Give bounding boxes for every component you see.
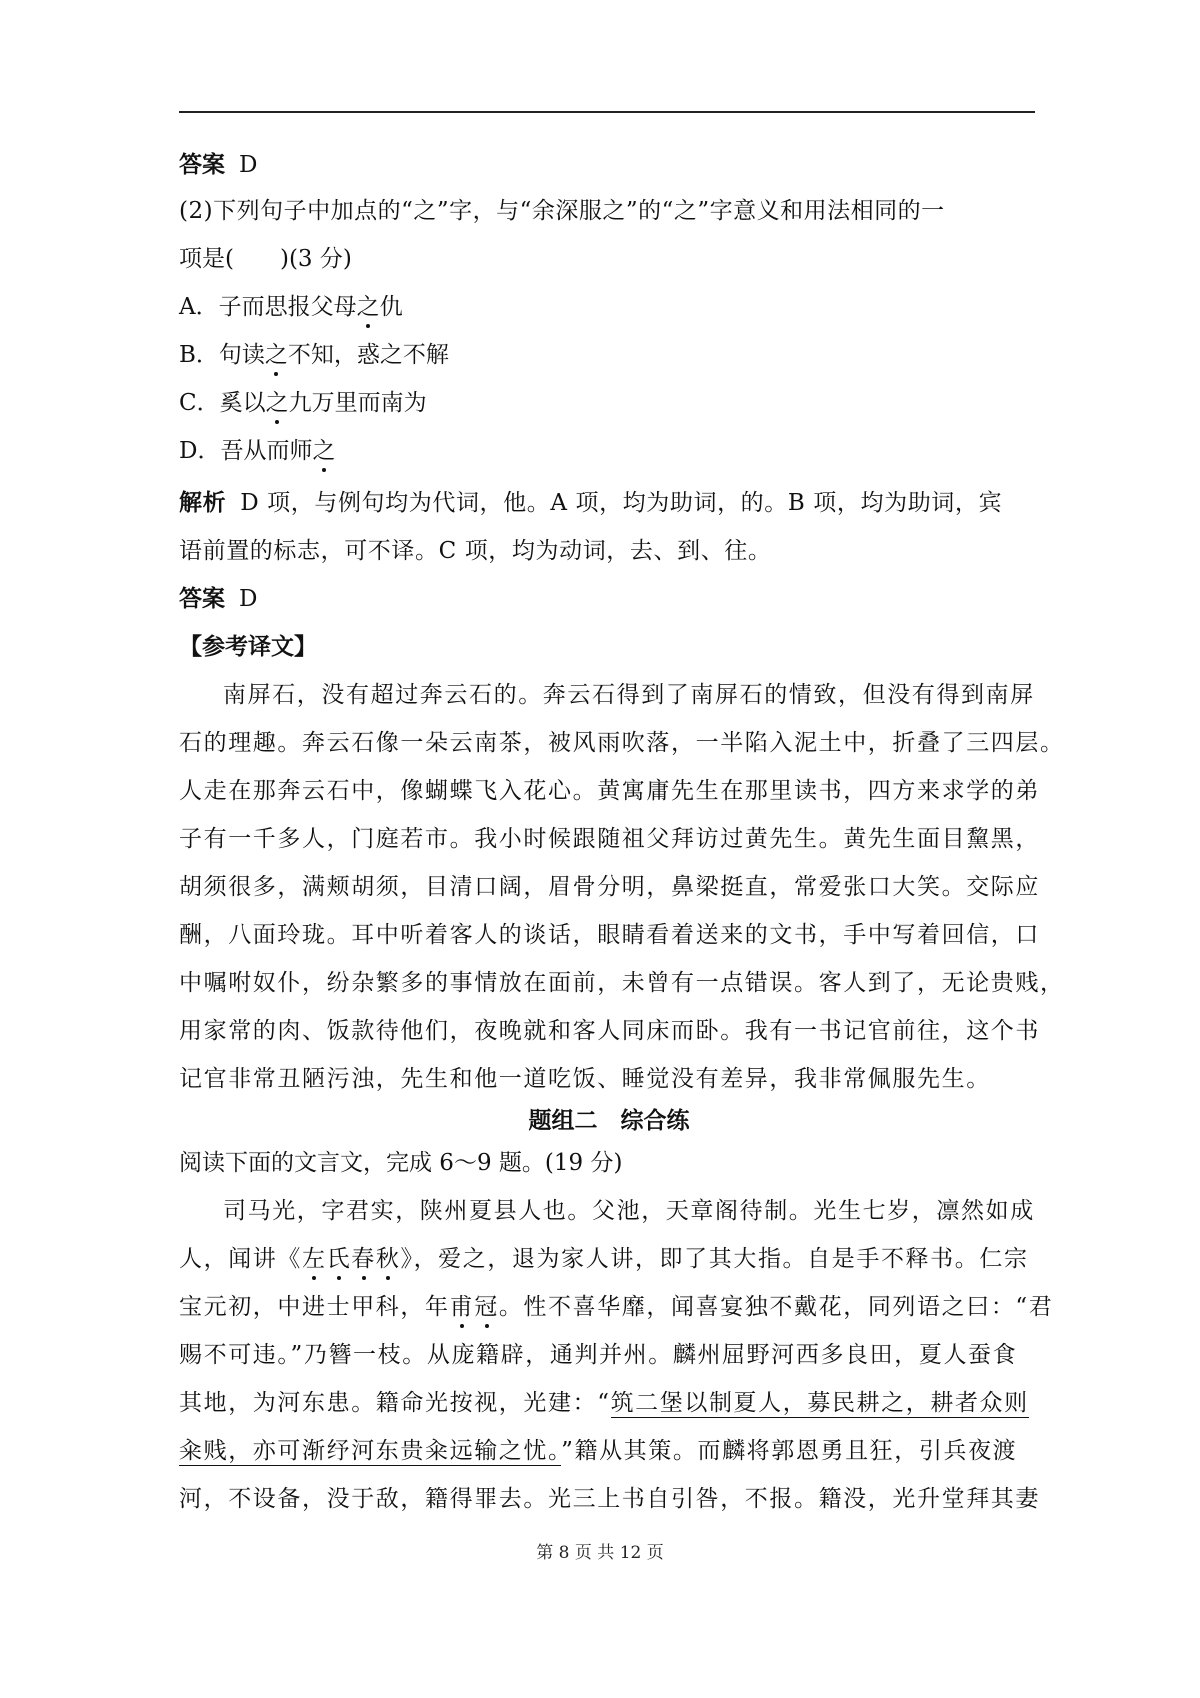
emphasis-dot-char: 之 xyxy=(265,390,289,416)
option-b: B．句读之不知，惑之不解 xyxy=(179,342,449,368)
q2-answer xyxy=(179,584,1039,614)
translation-line: 胡须很多，满颊胡须，目清口阔，眉骨分明，鼻梁挺直，常爱张口大笑。交际应 xyxy=(179,874,1040,900)
analysis-line1: 解析 D 项，与例句均为代词，他。A 项，均为助词，的。B 项，均为助词，宾 xyxy=(179,490,1003,516)
analysis-line2: 语前置的标志，可不译。C 项，均为动词，去、到、往。 xyxy=(179,538,772,564)
header-rule xyxy=(179,111,1035,113)
answer-label: 答案 xyxy=(179,152,225,178)
document-body xyxy=(179,150,1065,1532)
translation-line: 南屏石，没有超过奔云石的。奔云石得到了南屏石的情致，但没有得到南屏 xyxy=(223,682,1035,708)
translation-line: 人走在那奔云石中，像蝴蝶飞入花心。黄寓庸先生在那里读书，四方来求学的弟 xyxy=(179,778,1040,804)
page-footer: 第 8 页 共 12 页 xyxy=(536,1543,664,1563)
passage-line: 其地，为河东患。籍命光按视，光建：“筑二堡以制夏人，募民耕之，耕者众则 xyxy=(179,1390,1029,1416)
passage-line: 宝元初，中进士甲科，年甫冠。性不喜华靡，闻喜宴独不戴花，同列语之曰：“君 xyxy=(179,1294,1054,1320)
translation-line: 用家常的肉、饭款待他们，夜晚就和客人同床而卧。我有一书记官前往，这个书 xyxy=(179,1018,1040,1044)
translation-title: 【参考译文】 xyxy=(179,634,317,660)
underlined-sentence: 筑二堡以制夏人，募民耕之，耕者众则 xyxy=(610,1390,1029,1416)
q2-stem-line2: 项是( )(3 分) xyxy=(179,246,352,272)
passage-line: 司马光，字君实，陕州夏县人也。父池，天章阁待制。光生七岁，凛然如成 xyxy=(223,1198,1035,1224)
q2-stem-line1: (2)下列句子中加点的“之”字，与“余深服之”的“之”字意义和用法相同的一 xyxy=(179,198,945,224)
underlined-sentence: 籴贱，亦可渐纾河东贵籴远输之忧。 xyxy=(179,1438,562,1464)
translation-line: 子有一千多人，门庭若市。我小时候跟随祖父拜访过黄先生。黄先生面目黧黑， xyxy=(179,826,1040,852)
emphasis-dot-char: 之 xyxy=(356,294,380,320)
q1-answer xyxy=(179,150,1039,180)
section-title: 题组二 综合练 xyxy=(528,1108,690,1134)
emphasis-dot-char: 之 xyxy=(312,438,336,464)
passage-line: 籴贱，亦可渐纾河东贵籴远输之忧。”籍从其策。而麟将郭恩勇且狂，引兵夜渡 xyxy=(179,1438,1018,1464)
analysis-label: 解析 xyxy=(179,490,227,516)
answer-value: D xyxy=(239,586,258,612)
passage-line: 人，闻讲《左氏春秋》，爱之，退为家人讲，即了其大指。自是手不释书。仁宗 xyxy=(179,1246,1029,1272)
answer-value: D xyxy=(239,152,258,178)
option-d: D．吾从而师之 xyxy=(179,438,336,464)
answer-label: 答案 xyxy=(179,586,225,612)
section-instruction: 阅读下面的文言文，完成 6～9 题。(19 分) xyxy=(179,1150,623,1176)
translation-line: 石的理趣。奔云石像一朵云南茶，被风雨吹落，一半陷入泥土中，折叠了三四层。 xyxy=(179,730,1065,756)
translation-line: 酬，八面玲珑。耳中听着客人的谈话，眼睛看着送来的文书，手中写着回信，口 xyxy=(179,922,1040,948)
passage-line: 赐不可违。”乃簪一枝。从庞籍辟，通判并州。麟州屈野河西多良田，夏人蚕食 xyxy=(179,1342,1018,1368)
emphasis-dot-char: 之 xyxy=(264,342,288,368)
translation-line: 中嘱咐奴仆，纷杂繁多的事情放在面前，未曾有一点错误。客人到了，无论贵贱， xyxy=(179,970,1065,996)
option-c: C．奚以之九万里而南为 xyxy=(179,390,427,416)
passage-line: 河，不设备，没于敌，籍得罪去。光三上书自引咎，不报。籍没，光升堂拜其妻 xyxy=(179,1486,1040,1512)
option-a: A．子而思报父母之仇 xyxy=(179,294,403,320)
translation-line: 记官非常丑陋污浊，先生和他一道吃饭、睡觉没有差异，我非常佩服先生。 xyxy=(179,1066,991,1092)
